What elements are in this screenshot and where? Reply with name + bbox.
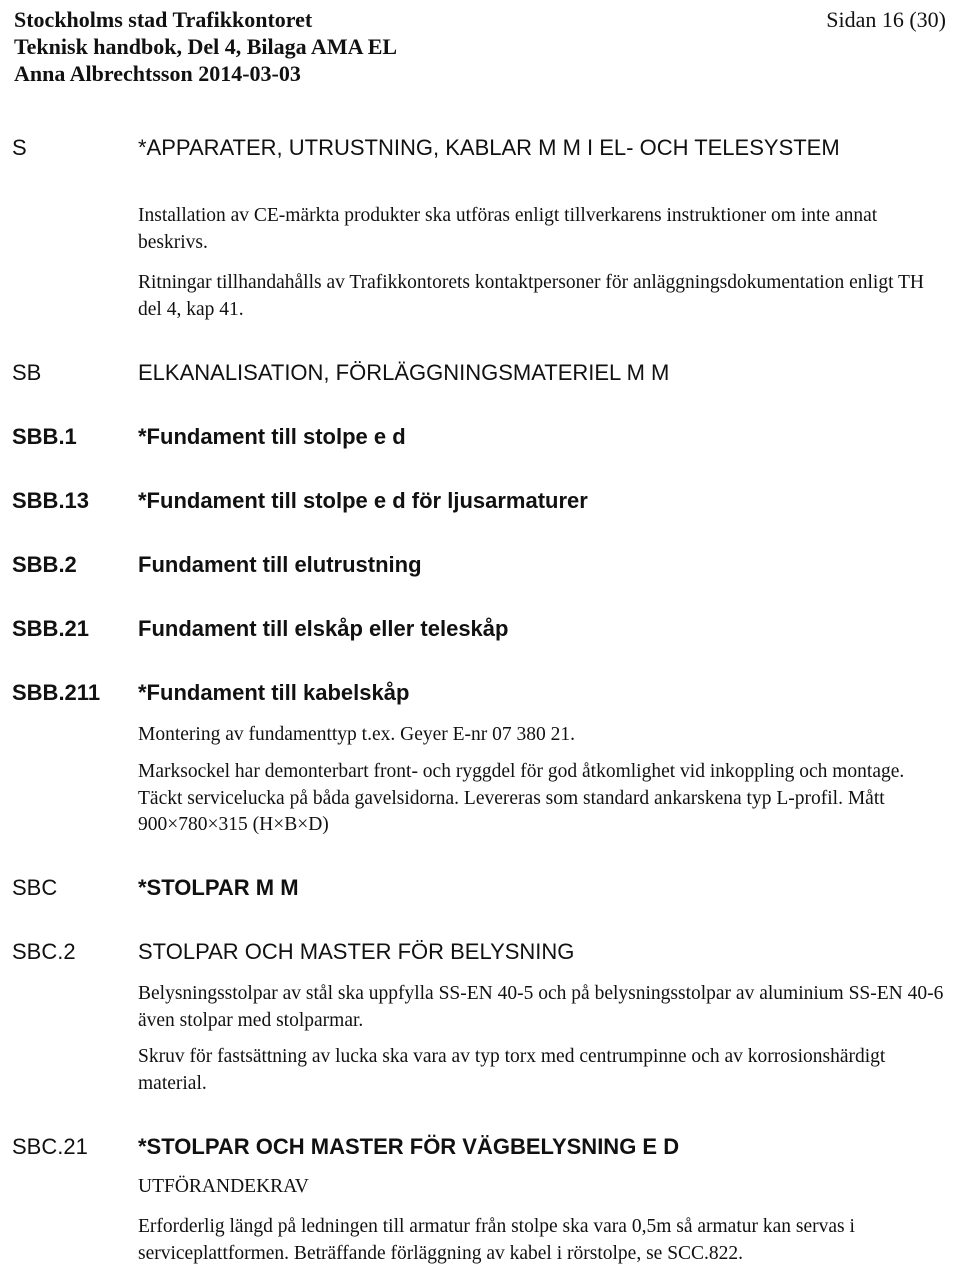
header-handbook: Teknisk handbok, Del 4, Bilaga AMA EL [14,34,398,59]
header-author-date: Anna Albrechtsson 2014-03-03 [14,61,301,86]
section-code: SBC.2 [12,939,76,964]
section-paragraph: Erforderlig längd på ledningen till armatur från stolpe ska vara 0,5m så armatur kan servas i serviceplattformen. Beträffande förläggning av kabel i rörstolpe, se SCC.822. [138,1216,855,1264]
section-paragraph: Installation av CE-märkta produkter ska utföras enligt tillverkarens instruktioner om inte annat beskrivs. [138,205,878,253]
section-title: *APPARATER, UTRUSTNING, KABLAR M M I EL- OCH TELESYSTEM [138,135,840,160]
section-code: S [12,135,27,160]
section-paragraph: Skruv för fastsättning av lucka ska vara av typ torx med centrumpinne och av korrosionshärdigt material. [138,1046,886,1094]
section-code: SBB.1 [12,424,77,449]
section-subheading: UTFÖRANDEKRAV [138,1176,309,1197]
section-code: SBC.21 [12,1134,88,1159]
section-title: *Fundament till stolpe e d för ljusarmaturer [138,488,588,513]
section-title: *STOLPAR M M [138,875,299,900]
section-title: STOLPAR OCH MASTER FÖR BELYSNING [138,939,575,964]
section-title: *Fundament till kabelskåp [138,680,410,705]
section-paragraph: Belysningsstolpar av stål ska uppfylla SS-EN 40-5 och på belysningsstolpar av aluminium SS-EN 40-6 även stolpar med stolparmar. [138,983,944,1031]
section-paragraph: Ritningar tillhandahålls av Trafikkontorets kontaktpersoner för anläggningsdokumentation enligt TH del 4, kap 41. [138,272,925,320]
section-title: Fundament till elutrustning [138,552,422,577]
section-code: SBB.2 [12,552,77,577]
page-number: Sidan 16 (30) [826,7,946,32]
section-title: ELKANALISATION, FÖRLÄGGNINGSMATERIEL M M [138,360,670,385]
section-title: *STOLPAR OCH MASTER FÖR VÄGBELYSNING E D [138,1134,680,1159]
header-org: Stockholms stad Trafikkontoret [14,7,313,32]
section-code: SB [12,360,42,385]
section-code: SBB.13 [12,488,90,513]
section-title: Fundament till elskåp eller teleskåp [138,616,509,641]
section-paragraph: Marksockel har demonterbart front- och ryggdel för god åtkomlighet vid inkoppling och montage. Täckt servicelucka på båda gavelsidorna. Levereras som standard ankarskena typ L-profil. Mått 900×780×315 (H×B×D) [138,761,905,835]
section-title: *Fundament till stolpe e d [138,424,406,449]
section-code: SBB.211 [12,680,101,705]
section-paragraph: Montering av fundamenttyp t.ex. Geyer E-nr 07 380 21. [138,724,576,745]
page-header [14,6,946,87]
section-code: SBB.21 [12,616,90,641]
section-code: SBC [12,875,58,900]
